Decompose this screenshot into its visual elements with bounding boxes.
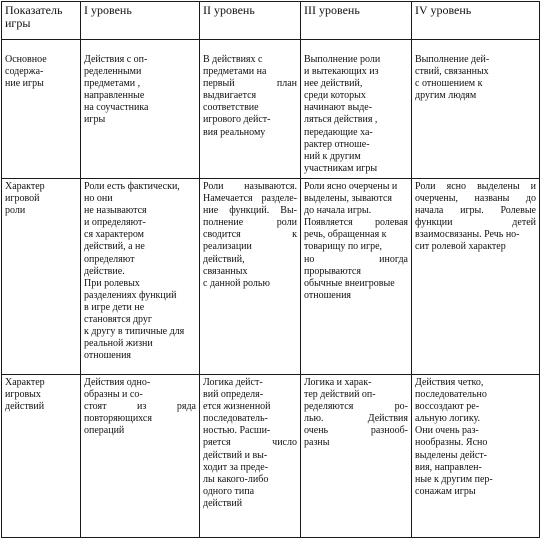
cell-text-line: Роли есть фактически,	[84, 181, 180, 192]
cell-level-4	[412, 40, 540, 179]
cell-text-line: действий	[5, 401, 45, 412]
cell-text-line: с отношением к	[415, 78, 483, 90]
row-action-character	[2, 375, 540, 538]
cell-text-line: Они очень раз-	[415, 425, 479, 437]
cell-text-line: среди которых	[304, 90, 366, 102]
cell-text-line: Основное	[5, 54, 47, 65]
cell-text-line: повторяющихся	[84, 413, 152, 425]
cell-text-line: лы какого-либо	[203, 473, 269, 485]
cell-text-line: очень разнооб-	[304, 425, 408, 437]
row-main-content	[2, 40, 540, 179]
cell-text-line: ние функций. Вы-	[203, 205, 297, 217]
cell-text-line: функции детей	[415, 217, 536, 229]
row-label	[2, 40, 81, 179]
spacer	[415, 42, 536, 54]
cell-text-line: ется жизненной	[203, 401, 271, 413]
cell-text-line: ные к другим пер-	[415, 473, 493, 485]
cell-text-line: В действиях с	[203, 54, 263, 65]
cell-text-line: с данной ролью	[203, 277, 270, 289]
cell-text-line: и вытекающих из	[304, 66, 379, 78]
cell-text-line: Действия с оп-	[84, 54, 148, 65]
cell-level-2	[200, 40, 301, 179]
cell-text-line: первый план	[203, 78, 297, 90]
cell-text-line: предметами на	[203, 66, 267, 78]
cell-text-line: отношения	[84, 350, 132, 362]
cell-text-line: игровой	[5, 193, 40, 204]
cell-text-line: товарищу по игре,	[304, 241, 383, 253]
cell-text-line: обычные внеигровые	[304, 277, 395, 289]
cell-text-line: сит ролевой характер	[415, 241, 506, 253]
cell-text-line: начала игры. Ролевые	[415, 205, 536, 217]
cell-text-line: стоят из ряда	[84, 401, 196, 413]
cell-text-line: другим людям	[415, 90, 477, 102]
header-level-1: I уровень	[81, 2, 200, 40]
cell-text-line: разделениях функций	[84, 289, 177, 301]
row-label	[2, 375, 81, 538]
cell-text-line: одного типа	[203, 485, 255, 497]
cell-text-line: лью. Действия	[304, 413, 408, 425]
cell-text-line: речь, обращенная к	[304, 229, 387, 241]
header-indicator-line: Показатель	[5, 3, 63, 17]
cell-text-line: операций	[84, 425, 125, 437]
row-role-character	[2, 179, 540, 375]
cell-level-1	[81, 375, 200, 538]
cell-text-line: ся характером	[84, 229, 144, 241]
cell-text-line: до начала игры.	[304, 205, 372, 217]
cell-text-line: начинают выде-	[304, 102, 373, 114]
header-level-4: IV уровень	[412, 2, 540, 40]
header-level-2: II уровень	[200, 2, 301, 40]
cell-level-2	[200, 179, 301, 375]
cell-text-line: реальной жизни	[84, 338, 153, 350]
cell-text-line: ностью. Расши-	[203, 425, 271, 437]
cell-text-line: ходит за преде-	[203, 461, 269, 473]
cell-level-2	[200, 375, 301, 538]
header-row	[2, 2, 540, 40]
cell-text-line: действий, а не	[84, 241, 145, 253]
cell-text-line: реализации	[203, 241, 252, 253]
cell-text-line: ствий, связанных	[415, 66, 489, 78]
cell-text-line: нообразны. Ясно	[415, 437, 488, 449]
cell-text-line: направленные	[84, 90, 145, 102]
game-levels-table	[1, 1, 540, 538]
cell-text-line: сводится к	[203, 229, 297, 241]
cell-text-line: Характер	[5, 377, 45, 388]
cell-text-line: вия, направлен-	[415, 461, 482, 473]
cell-text-line: определяют	[84, 253, 135, 265]
cell-text-line: прорываются	[304, 265, 361, 277]
cell-level-1	[81, 40, 200, 179]
cell-level-1	[81, 179, 200, 375]
header-level-3: III уровень	[301, 2, 412, 40]
cell-text-line: ределенными	[84, 66, 142, 78]
cell-text-line: Выполнение роли	[304, 54, 381, 65]
cell-text-line: выделены, зываются	[304, 193, 393, 205]
cell-level-4	[412, 375, 540, 538]
cell-text-line: Роли ясно выделены и	[415, 181, 536, 192]
cell-text-line: становятся друг	[84, 314, 152, 326]
cell-text-line: роли	[5, 205, 26, 216]
cell-text-line: полнение роли	[203, 217, 297, 229]
cell-text-line: участникам игры	[304, 162, 378, 174]
cell-text-line: образны и со-	[84, 389, 143, 401]
cell-text-line: связанных	[203, 265, 248, 277]
cell-level-4	[412, 179, 540, 375]
cell-text-line: При ролевых	[84, 277, 140, 289]
cell-text-line: Роли ясно очерчены и	[304, 181, 398, 192]
cell-text-line: тер действий оп-	[304, 389, 376, 401]
cell-text-line: вия реальному	[203, 126, 266, 138]
cell-text-line: и определяют-	[84, 217, 146, 229]
cell-level-3	[301, 40, 412, 179]
cell-text-line: Действия одно-	[84, 377, 151, 388]
cell-text-line: соответствие	[203, 102, 259, 114]
cell-text-line: предметами ,	[84, 78, 141, 90]
cell-text-line: игровых	[5, 389, 41, 400]
cell-text-line: к другу в типичные для	[84, 326, 185, 338]
header-indicator-line: игры	[5, 16, 31, 30]
cell-text-line: содержа-	[5, 66, 44, 77]
cell-text-line: сонажам игры	[415, 485, 476, 497]
cell-text-line: ределяются ро-	[304, 401, 408, 413]
cell-text-line: но они	[84, 193, 113, 205]
cell-text-line: действий и вы-	[203, 449, 268, 461]
cell-text-line: Роли называются.	[203, 181, 297, 192]
cell-text-line: рактер отноше-	[304, 138, 370, 150]
cell-text-line: игрового дейст-	[203, 114, 271, 126]
cell-text-line: действие.	[84, 265, 125, 277]
cell-text-line: Действия четко,	[415, 377, 484, 388]
cell-text-line: воссоздают ре-	[415, 401, 480, 413]
cell-text-line: ляться действия ,	[304, 114, 378, 126]
spacer	[304, 42, 408, 54]
cell-text-line: но иногда	[304, 253, 408, 265]
cell-text-line: отношения	[304, 289, 352, 301]
cell-text-line: в игре дети не	[84, 301, 145, 313]
cell-text-line: ряется число	[203, 437, 297, 449]
cell-text-line: Логика и харак-	[304, 377, 372, 388]
cell-text-line: передающие ха-	[304, 126, 373, 138]
cell-text-line: разны	[304, 437, 330, 449]
cell-text-line: выделены дейст-	[415, 449, 487, 461]
row-label	[2, 179, 81, 375]
cell-text-line: последователь-	[203, 413, 268, 425]
cell-text-line: игры	[84, 114, 106, 126]
spacer	[5, 42, 77, 54]
cell-text-line: ний к другим	[304, 150, 361, 162]
spacer	[203, 42, 297, 54]
cell-text-line: действий,	[203, 253, 245, 265]
cell-text-line: альную логику.	[415, 413, 481, 425]
cell-text-line: ние игры	[5, 78, 44, 89]
cell-text-line: выдвигается	[203, 90, 257, 102]
cell-text-line: Намечается разделе-	[203, 193, 297, 205]
cell-text-line: на соучастника	[84, 102, 149, 114]
cell-text-line: Логика дейст-	[203, 377, 263, 388]
cell-text-line: Появляется ролевая	[304, 217, 408, 229]
cell-text-line: вий определя-	[203, 389, 264, 401]
cell-text-line: действий	[203, 497, 243, 509]
cell-text-line: не называются	[84, 205, 147, 217]
spacer	[84, 42, 196, 54]
cell-text-line: Характер	[5, 181, 45, 192]
cell-text-line: последовательно	[415, 389, 487, 401]
cell-text-line: взаимосвязаны. Речь но-	[415, 229, 520, 241]
cell-level-3	[301, 375, 412, 538]
cell-text-line: нее действий,	[304, 78, 363, 90]
cell-text-line: Выполнение дей-	[415, 54, 490, 65]
cell-level-3	[301, 179, 412, 375]
header-indicator	[2, 2, 81, 40]
cell-text-line: очерчены, названы до	[415, 193, 536, 205]
